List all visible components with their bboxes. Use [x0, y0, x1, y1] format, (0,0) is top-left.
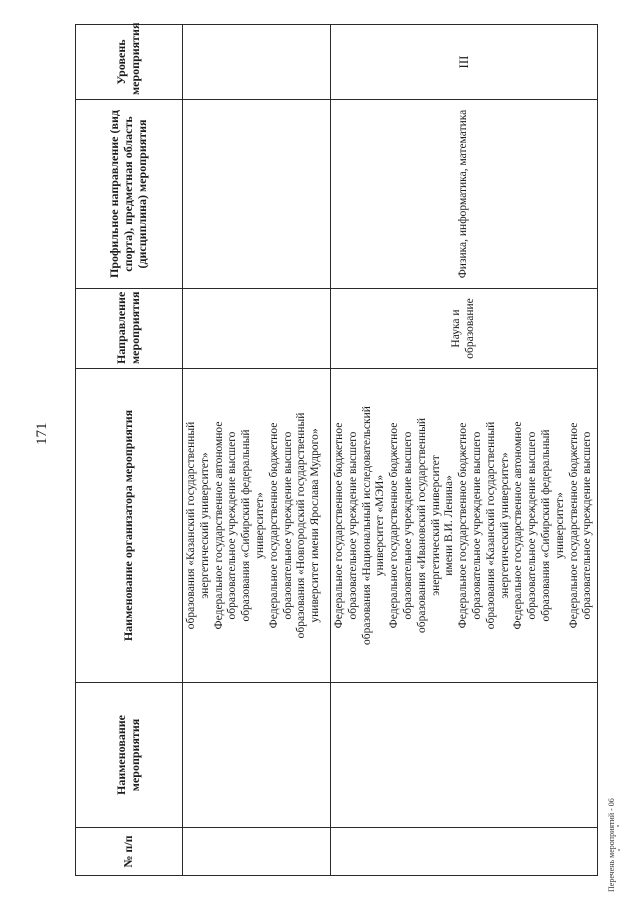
row1-direction: [183, 289, 331, 369]
row1-profile: [183, 100, 331, 289]
table-row: [331, 25, 598, 876]
row2-organizer: Федеральное государственное бюджетное образовательное учреждение высшего образования «Национальный исследовательский университет «МЭИ» Федеральное государственное бюджетное образовательное учреждение высшего образования «Ивановский государственный энергетический университет имени В.И. Ленина» Федеральное государственное бюджетное образовательное учреждение высшего образования «Казанский государственный энергетический университет» Федеральное государственное автономное образовательное учреждение высшего образования «Сибирский федеральный университет» Федеральное государственное бюджетное образовательное учреждение высшего: [333, 406, 594, 645]
scan-mark: [617, 825, 619, 827]
scan-mark: [618, 849, 620, 851]
row1-name: [183, 683, 331, 828]
table-header-row: [76, 25, 183, 876]
row2-profile: Физика, информатика, математика: [457, 109, 470, 279]
header-direction: Направление мероприятия: [76, 289, 183, 369]
header-organizer: Наименование организатора мероприятия: [76, 369, 183, 683]
row2-profile-cell: [331, 100, 598, 289]
events-table-rotated: [75, 22, 594, 876]
row2-organizer-cell: [331, 369, 598, 683]
row2-name: [331, 683, 598, 828]
row1-organizer: образования «Казанский государственный энергетический университет» Федеральное государственное автономное образовательное учреждение высшего образования «Сибирский федеральный университет» Федеральное государственное бюджетное образовательное учреждение высшего образования «Новгородский государственный университет имени Ярослава Мудрого»: [185, 412, 322, 639]
footer-note: Перечень мероприятий - 06: [607, 798, 616, 892]
header-num: № п/п: [76, 828, 183, 876]
header-event-name: Наименование мероприятия: [76, 683, 183, 828]
header-profile: Профильное направление (вид спорта), предметная область (дисциплина) мероприятия: [76, 100, 183, 289]
row2-direction-cell: [331, 289, 598, 369]
table-row: [183, 25, 331, 876]
row2-direction: Наука и образование: [450, 298, 477, 359]
row1-num: [183, 828, 331, 876]
row1-organizer-cell: [183, 369, 331, 683]
page-number: 171: [34, 422, 50, 445]
row2-level: III: [456, 55, 472, 69]
row2-level-cell: [331, 25, 598, 100]
events-table: [75, 24, 598, 876]
header-level: Уровень мероприятия: [76, 25, 183, 100]
row2-num: [331, 828, 598, 876]
row1-level: [183, 25, 331, 100]
